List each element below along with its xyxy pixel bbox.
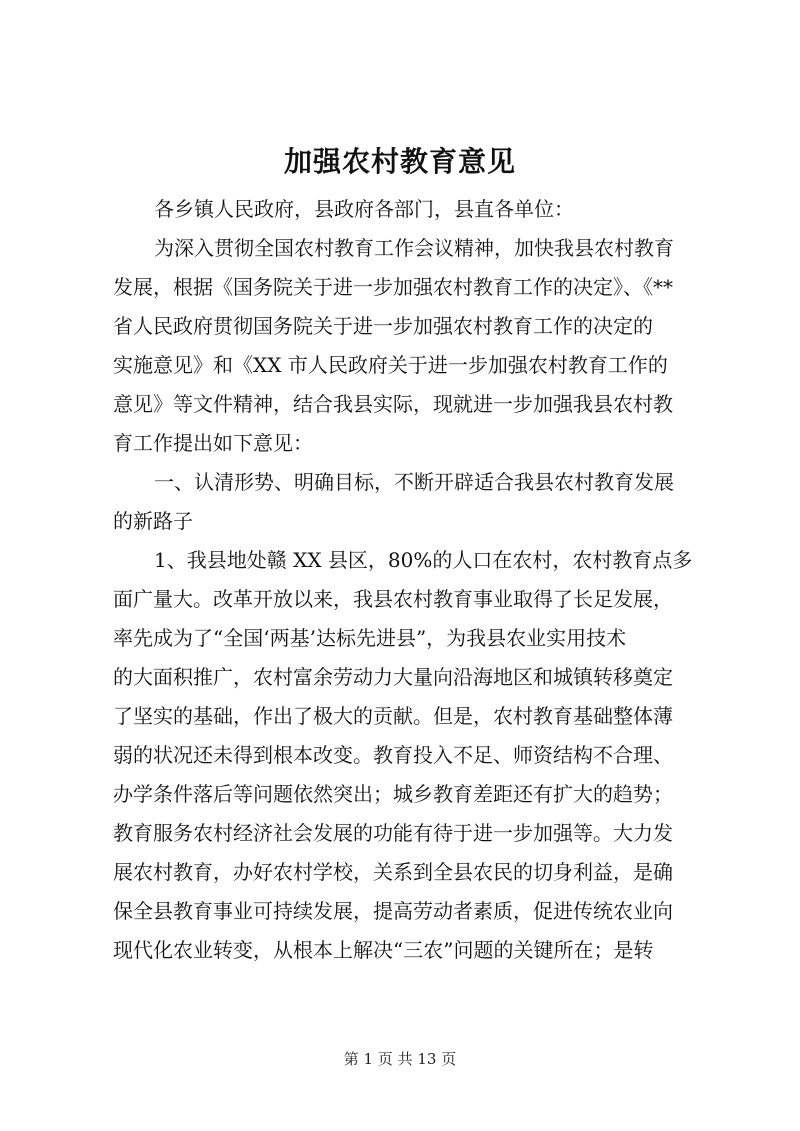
text-line: 面广量大。改革开放以来，我县农村教育事业取得了长足发展， [113,587,673,611]
text-line: 弱的状况还未得到根本改变。教育投入不足、师资结构不合理、 [113,743,673,767]
section-heading-line: 的新路子 [113,509,193,533]
text-line: 的大面积推广，农村富余劳动力大量向沿海地区和城镇转移奠定 [113,665,673,689]
text-line: 办学条件落后等问题依然突出；城乡教育差距还有扩大的趋势； [113,782,673,806]
text-line: 教育服务农村经济社会发展的功能有待于进一步加强等。大力发 [113,821,673,845]
text-line: 意见》等文件精神，结合我县实际，现就进一步加强我县农村教 [113,392,673,416]
text-line: 率先成为了“全国‘两基’达标先进县”，为我县农业实用技术 [113,626,627,650]
text-line: 实施意见》和《XX 市人民政府关于进一步加强农村教育工作的 [113,353,668,377]
text-line: 各乡镇人民政府，县政府各部门，县直各单位： [154,197,574,221]
text-line: 了坚实的基础，作出了极大的贡献。但是，农村教育基础整体薄 [113,704,673,728]
text-line: 为深入贯彻全国农村教育工作会议精神，加快我县农村教育 [154,236,674,260]
text-line: 发展，根据《国务院关于进一步加强农村教育工作的决定》、《** [113,275,673,299]
section-heading-line: 一、认清形势、明确目标，不断开辟适合我县农村教育发展 [154,470,674,494]
text-line: 现代化农业转变，从根本上解决“三农”问题的关键所在；是转 [113,938,654,962]
text-line: 1、我县地处赣 XX 县区，80%的人口在农村，农村教育点多 [154,548,693,572]
text-line: 育工作提出如下意见： [113,431,313,455]
text-line: 展农村教育，办好农村学校，关系到全县农民的切身利益，是确 [113,860,673,884]
document-title: 加强农村教育意见 [283,145,516,178]
page-footer: 第 1 页 共 13 页 [343,1050,457,1068]
text-line: 保全县教育事业可持续发展，提高劳动者素质，促进传统农业向 [113,899,673,923]
text-line: 省人民政府贯彻国务院关于进一步加强农村教育工作的决定的 [113,314,653,338]
